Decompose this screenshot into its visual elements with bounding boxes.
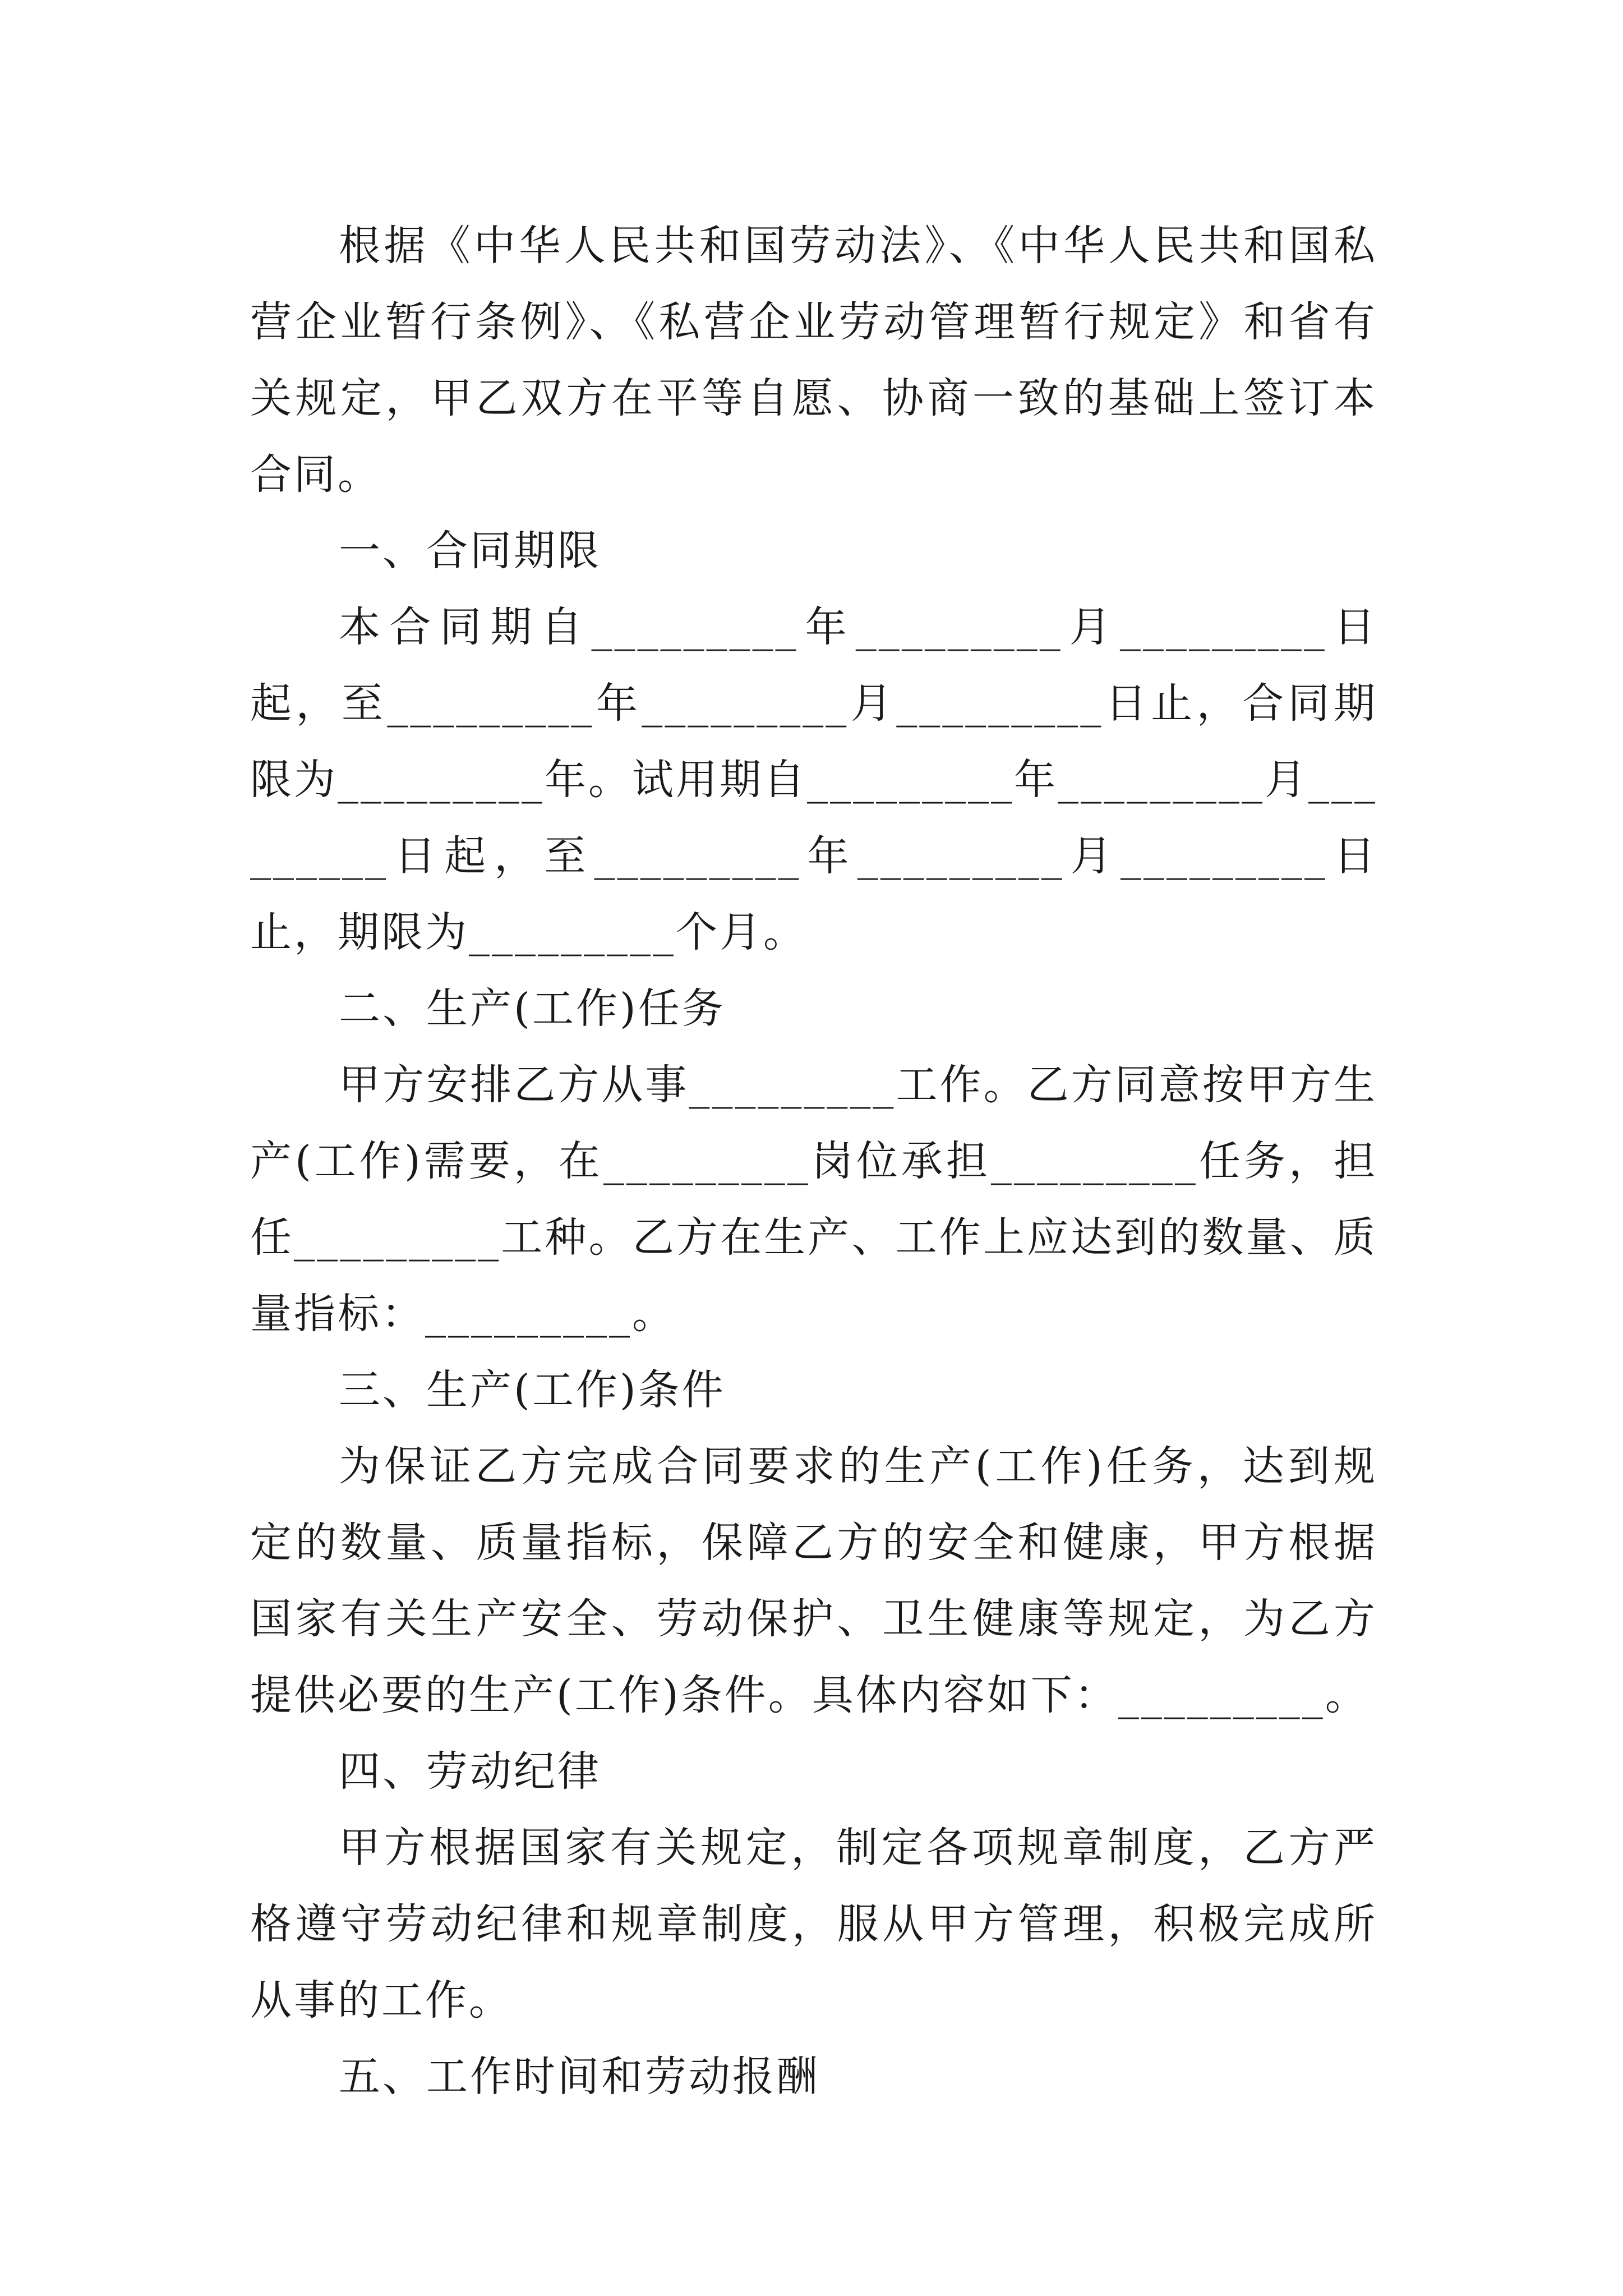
section-1-paragraph: 本合同期自_________年_________月_________日起，至_________年_________月_________日止，合同期限为_________年。试用期自_________年_________月_________日起，至_________年_________月_________日止，期限为_________个月。 xyxy=(250,603,1377,956)
section-4-paragraph: 甲方根据国家有关规定，制定各项规章制度，乙方严格遵守劳动纪律和规章制度，服从甲方管理，积极完成所从事的工作。 xyxy=(250,1824,1377,2024)
section-3-paragraph: 为保证乙方完成合同要求的生产(工作)任务，达到规定的数量、质量指标，保障乙方的安全和健康，甲方根据国家有关生产安全、劳动保护、卫生健康等规定，为乙方提供必要的生产(工作)条件。具体内容如下：_________。 xyxy=(250,1442,1377,1719)
section-4-heading: 四、劳动纪律 xyxy=(339,1747,601,1796)
document-body xyxy=(250,208,1377,2115)
section-1-heading: 一、合同期限 xyxy=(339,527,601,575)
section-2-heading: 二、生产(工作)任务 xyxy=(339,984,726,1033)
section-3-heading: 三、生产(工作)条件 xyxy=(339,1366,726,1414)
intro-paragraph: 根据《中华人民共和国劳动法》、《中华人民共和国私营企业暂行条例》、《私营企业劳动管理暂行规定》和省有关规定，甲乙双方在平等自愿、协商一致的基础上签订本合同。 xyxy=(250,222,1377,499)
section-5-heading: 五、工作时间和劳动报酬 xyxy=(339,2053,820,2101)
section-2-paragraph: 甲方安排乙方从事_________工作。乙方同意按甲方生产(工作)需要，在_________岗位承担_________任务，担任_________工种。乙方在生产、工作上应达到的数量、质量指标：_________。 xyxy=(250,1061,1377,1338)
